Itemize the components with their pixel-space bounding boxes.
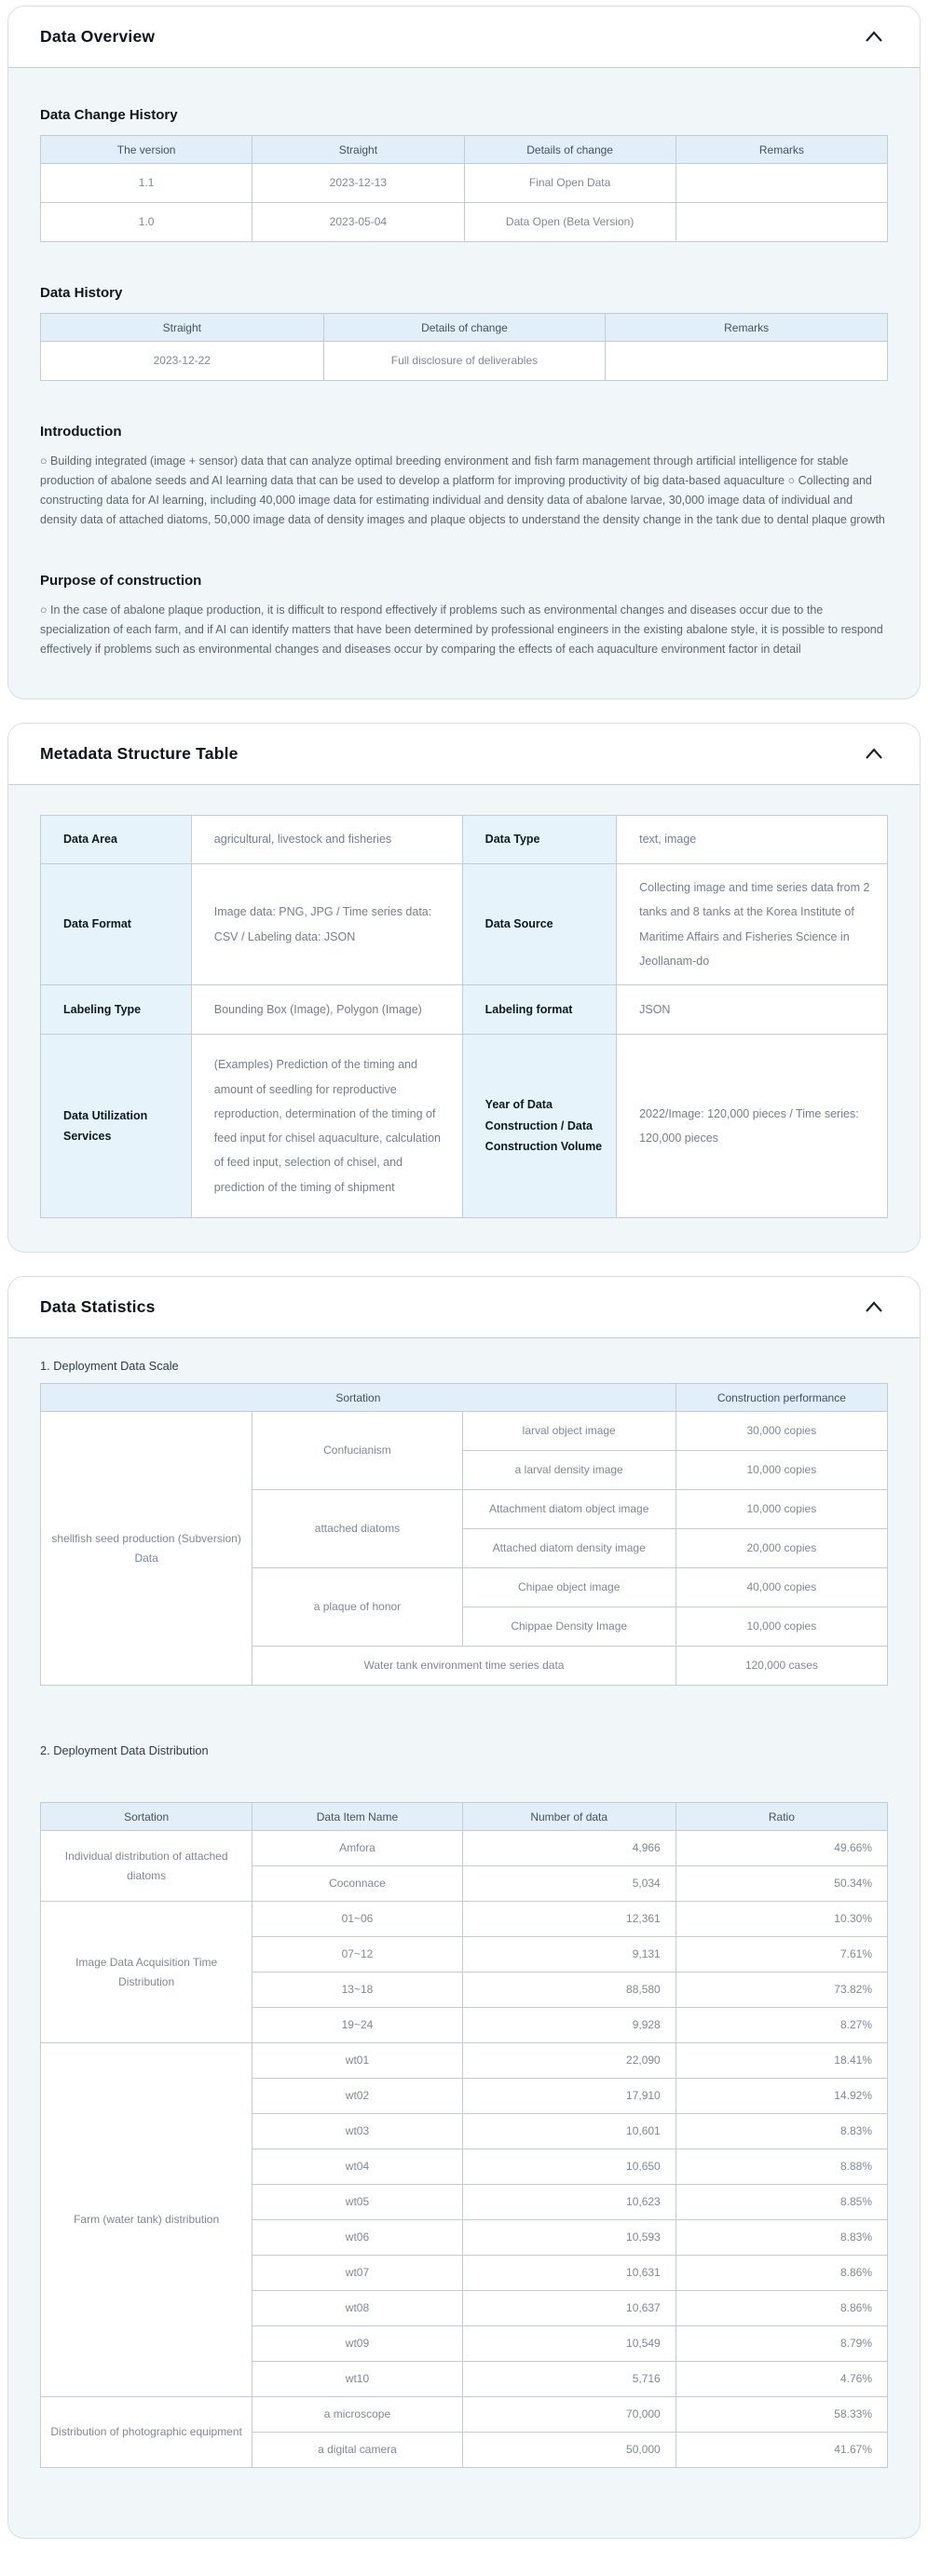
table-cell: (Examples) Prediction of the timing and amount of seedling for reproductive reproduction, determination of the timing of feed input for chisel aquaculture, calculation of feed input, selection of chisel, and prediction of the timing of shipment	[191, 1035, 462, 1218]
table-cell: 2023-05-04	[252, 203, 464, 242]
column-header: Remarks	[676, 136, 887, 164]
table-cell: 120,000 cases	[676, 1647, 887, 1686]
table-row	[41, 203, 888, 242]
table-cell: Image Data Acquisition Time Distribution	[41, 1902, 252, 2043]
table-cell: 8.27%	[676, 2008, 887, 2043]
section-title: Data Overview	[40, 27, 156, 46]
column-header: The version	[41, 136, 252, 164]
table-row	[41, 1384, 888, 1412]
table-cell: 22,090	[462, 2043, 676, 2079]
table-cell: 10,549	[462, 2326, 676, 2362]
table-cell: Amfora	[252, 1831, 462, 1866]
table-cell: 10,593	[462, 2220, 676, 2256]
deployment-data-scale-table	[40, 1383, 888, 1686]
table-cell: a microscope	[252, 2397, 462, 2433]
column-header: Construction performance	[676, 1384, 887, 1412]
table	[40, 135, 888, 242]
table	[40, 1383, 888, 1686]
table-cell: 41.67%	[676, 2433, 887, 2468]
table-cell: 50,000	[462, 2433, 676, 2468]
purpose-heading: Purpose of construction	[40, 573, 202, 589]
table-cell: a plaque of honor	[252, 1568, 462, 1647]
table-cell: 8.88%	[676, 2149, 887, 2185]
table-cell: 10,601	[462, 2114, 676, 2149]
column-header: Sortation	[41, 1803, 252, 1831]
column-header: Ratio	[676, 1803, 887, 1831]
table-cell: Bounding Box (Image), Polygon (Image)	[191, 985, 462, 1035]
introduction-heading: Introduction	[40, 424, 122, 440]
table-cell: wt02	[252, 2079, 462, 2114]
table-cell: 01~06	[252, 1902, 462, 1937]
table-cell: wt09	[252, 2326, 462, 2362]
table-cell: 73.82%	[676, 1973, 887, 2008]
table-cell: wt03	[252, 2114, 462, 2149]
table-cell: agricultural, livestock and fisheries	[191, 816, 462, 864]
table-row	[41, 1803, 888, 1831]
table-cell: Individual distribution of attached diatoms	[41, 1831, 252, 1902]
table-cell: Farm (water tank) distribution	[41, 2043, 252, 2397]
table-cell: Final Open Data	[464, 164, 676, 203]
column-header: Number of data	[462, 1803, 676, 1831]
table-cell: larval object image	[462, 1412, 676, 1451]
table-row	[41, 1902, 888, 1937]
table-cell: 4,966	[462, 1831, 676, 1866]
collapse-toggle-button[interactable]	[862, 25, 886, 49]
data-statistics-body	[8, 1338, 920, 2538]
table-row	[41, 1412, 888, 1451]
table-cell: Year of Data Construction / Data Construction Volume	[462, 1035, 616, 1218]
table-cell: 2023-12-13	[252, 164, 464, 203]
table-cell: 2022/Image: 120,000 pieces / Time series: 120,000 pieces	[617, 1035, 888, 1218]
table-cell: 8.86%	[676, 2291, 887, 2326]
table-cell: 18.41%	[676, 2043, 887, 2079]
table-row	[41, 1831, 888, 1866]
chevron-up-icon	[862, 755, 886, 769]
table-row	[41, 136, 888, 164]
table-cell: wt10	[252, 2362, 462, 2397]
table-cell: 9,131	[462, 1937, 676, 1973]
table-cell: a digital camera	[252, 2433, 462, 2468]
column-header: Straight	[252, 136, 464, 164]
table-cell: Distribution of photographic equipment	[41, 2397, 252, 2468]
table-cell: 10.30%	[676, 1902, 887, 1937]
data-overview-header	[8, 7, 920, 68]
table-cell: 12,361	[462, 1902, 676, 1937]
collapse-toggle-button[interactable]	[862, 1295, 886, 1320]
scale-heading: 1. Deployment Data Scale	[40, 1359, 179, 1373]
table-cell: 10,637	[462, 2291, 676, 2326]
table-cell: 19~24	[252, 2008, 462, 2043]
data-overview-card	[7, 6, 921, 699]
data-statistics-header	[8, 1277, 920, 1338]
table-cell: attached diatoms	[252, 1490, 462, 1568]
table-cell: 8.86%	[676, 2256, 887, 2291]
table-cell: 49.66%	[676, 1831, 887, 1866]
table-cell: Coconnace	[252, 1866, 462, 1902]
distribution-heading: 2. Deployment Data Distribution	[40, 1743, 209, 1757]
table-cell: Full disclosure of deliverables	[323, 342, 606, 381]
table-cell: wt07	[252, 2256, 462, 2291]
table-cell: 8.83%	[676, 2114, 887, 2149]
table-cell: wt06	[252, 2220, 462, 2256]
table-row	[41, 314, 888, 342]
table-cell: 1.1	[41, 164, 252, 203]
table-row	[41, 2043, 888, 2079]
data-history-table	[40, 313, 888, 381]
table-cell: Collecting image and time series data from 2 tanks and 8 tanks at the Korea Institute of Maritime Affairs and Fisheries Science in Jeollanam-do	[617, 864, 888, 985]
table-row	[41, 1035, 888, 1218]
column-header: Straight	[41, 314, 324, 342]
table-cell: 8.79%	[676, 2326, 887, 2362]
table-cell: 10,650	[462, 2149, 676, 2185]
data-history-heading: Data History	[40, 285, 123, 301]
table	[40, 815, 888, 1218]
table-cell	[676, 203, 887, 242]
table-row	[41, 342, 888, 381]
table-row	[41, 2397, 888, 2433]
change-history-heading: Data Change History	[40, 107, 178, 123]
column-header: Remarks	[606, 314, 888, 342]
chevron-up-icon	[862, 1308, 886, 1322]
table-cell: 40,000 copies	[676, 1568, 887, 1607]
table-cell: Data Area	[41, 816, 192, 864]
table-cell: 8.85%	[676, 2185, 887, 2220]
table-cell: Image data: PNG, JPG / Time series data: CSV / Labeling data: JSON	[191, 864, 462, 985]
data-statistics-card	[7, 1276, 921, 2539]
table-cell	[606, 342, 888, 381]
table-cell: Attachment diatom object image	[462, 1490, 676, 1529]
table-cell: 1.0	[41, 203, 252, 242]
table-cell: 58.33%	[676, 2397, 887, 2433]
deployment-data-distribution-table	[40, 1802, 888, 2468]
column-header: Details of change	[464, 136, 676, 164]
table-cell: Chipae object image	[462, 1568, 676, 1607]
table-cell: 10,000 copies	[676, 1607, 887, 1647]
table-cell: Data Format	[41, 864, 192, 985]
collapse-toggle-button[interactable]	[862, 742, 886, 766]
table-cell: 14.92%	[676, 2079, 887, 2114]
table-cell: text, image	[617, 816, 888, 864]
section-title: Data Statistics	[40, 1297, 156, 1316]
table-cell: Chippae Density Image	[462, 1607, 676, 1647]
table-cell: 50.34%	[676, 1866, 887, 1902]
table-cell: 2023-12-22	[41, 342, 324, 381]
table-cell: Attached diatom density image	[462, 1529, 676, 1568]
column-header: Data Item Name	[252, 1803, 462, 1831]
table	[40, 1802, 888, 2468]
table-cell: 5,716	[462, 2362, 676, 2397]
table-cell: 5,034	[462, 1866, 676, 1902]
section-title: Metadata Structure Table	[40, 744, 239, 763]
table-cell: 20,000 copies	[676, 1529, 887, 1568]
column-header: Sortation	[41, 1384, 676, 1412]
table-cell: Labeling format	[462, 985, 616, 1035]
table-cell: Data Source	[462, 864, 616, 985]
table-cell: Confucianism	[252, 1412, 462, 1490]
table-cell: Data Type	[462, 816, 616, 864]
table-cell: 07~12	[252, 1937, 462, 1973]
table-cell: Water tank environment time series data	[252, 1647, 676, 1686]
table-cell: wt05	[252, 2185, 462, 2220]
table-cell: 9,928	[462, 2008, 676, 2043]
table-cell: Data Utilization Services	[41, 1035, 192, 1218]
table-cell: Labeling Type	[41, 985, 192, 1035]
table-cell: 88,580	[462, 1973, 676, 2008]
table-cell: wt04	[252, 2149, 462, 2185]
table-cell: 10,631	[462, 2256, 676, 2291]
introduction-text: ○ Building integrated (image + sensor) data that can analyze optimal breeding environment and fish farm management through artificial intelligence for stable production of abalone seeds and AI learning data that can be used to develop a platform for improving productivity of big data-based aquaculture ○ Collecting and constructing data for AI learning, including 40,000 image data for estimating individual and density data of abalone larvae, 30,000 image data of individual and density data of attached diatoms, 50,000 image data of density images and plaque objects to understand the density change in the tank due to dental plaque growth	[40, 454, 885, 526]
chevron-up-icon	[862, 38, 886, 52]
table-cell: shellfish seed production (Subversion) Data	[41, 1412, 252, 1686]
purpose-text: ○ In the case of abalone plaque production, it is difficult to respond effectively if problems such as environmental changes and diseases occur due to the specialization of each farm, and if AI can identify matters that have been determined by professional engineers in the existing abalone style, it is possible to respond effectively if problems such as environmental changes and diseases occur by comparing the effects of each aquaculture environment factor in detail	[40, 603, 883, 656]
table-cell: 4.76%	[676, 2362, 887, 2397]
table-cell: 10,623	[462, 2185, 676, 2220]
table-row	[41, 816, 888, 864]
table-cell: Data Open (Beta Version)	[464, 203, 676, 242]
table-cell: 13~18	[252, 1973, 462, 2008]
table-cell: 10,000 copies	[676, 1451, 887, 1490]
table-cell	[676, 164, 887, 203]
metadata-table	[40, 815, 888, 1218]
table-cell: a larval density image	[462, 1451, 676, 1490]
table-cell: 7.61%	[676, 1937, 887, 1973]
data-overview-body	[8, 68, 920, 698]
table-cell: 10,000 copies	[676, 1490, 887, 1529]
table-row	[41, 985, 888, 1035]
table-row	[41, 164, 888, 203]
metadata-structure-body	[8, 785, 920, 1252]
table	[40, 313, 888, 381]
table-cell: wt08	[252, 2291, 462, 2326]
change-history-table	[40, 135, 888, 242]
table-row	[41, 864, 888, 985]
metadata-structure-card	[7, 723, 921, 1253]
metadata-structure-header	[8, 724, 920, 785]
table-cell: 30,000 copies	[676, 1412, 887, 1451]
table-cell: 8.83%	[676, 2220, 887, 2256]
table-cell: JSON	[617, 985, 888, 1035]
table-cell: 70,000	[462, 2397, 676, 2433]
column-header: Details of change	[323, 314, 606, 342]
table-cell: 17,910	[462, 2079, 676, 2114]
table-cell: wt01	[252, 2043, 462, 2079]
